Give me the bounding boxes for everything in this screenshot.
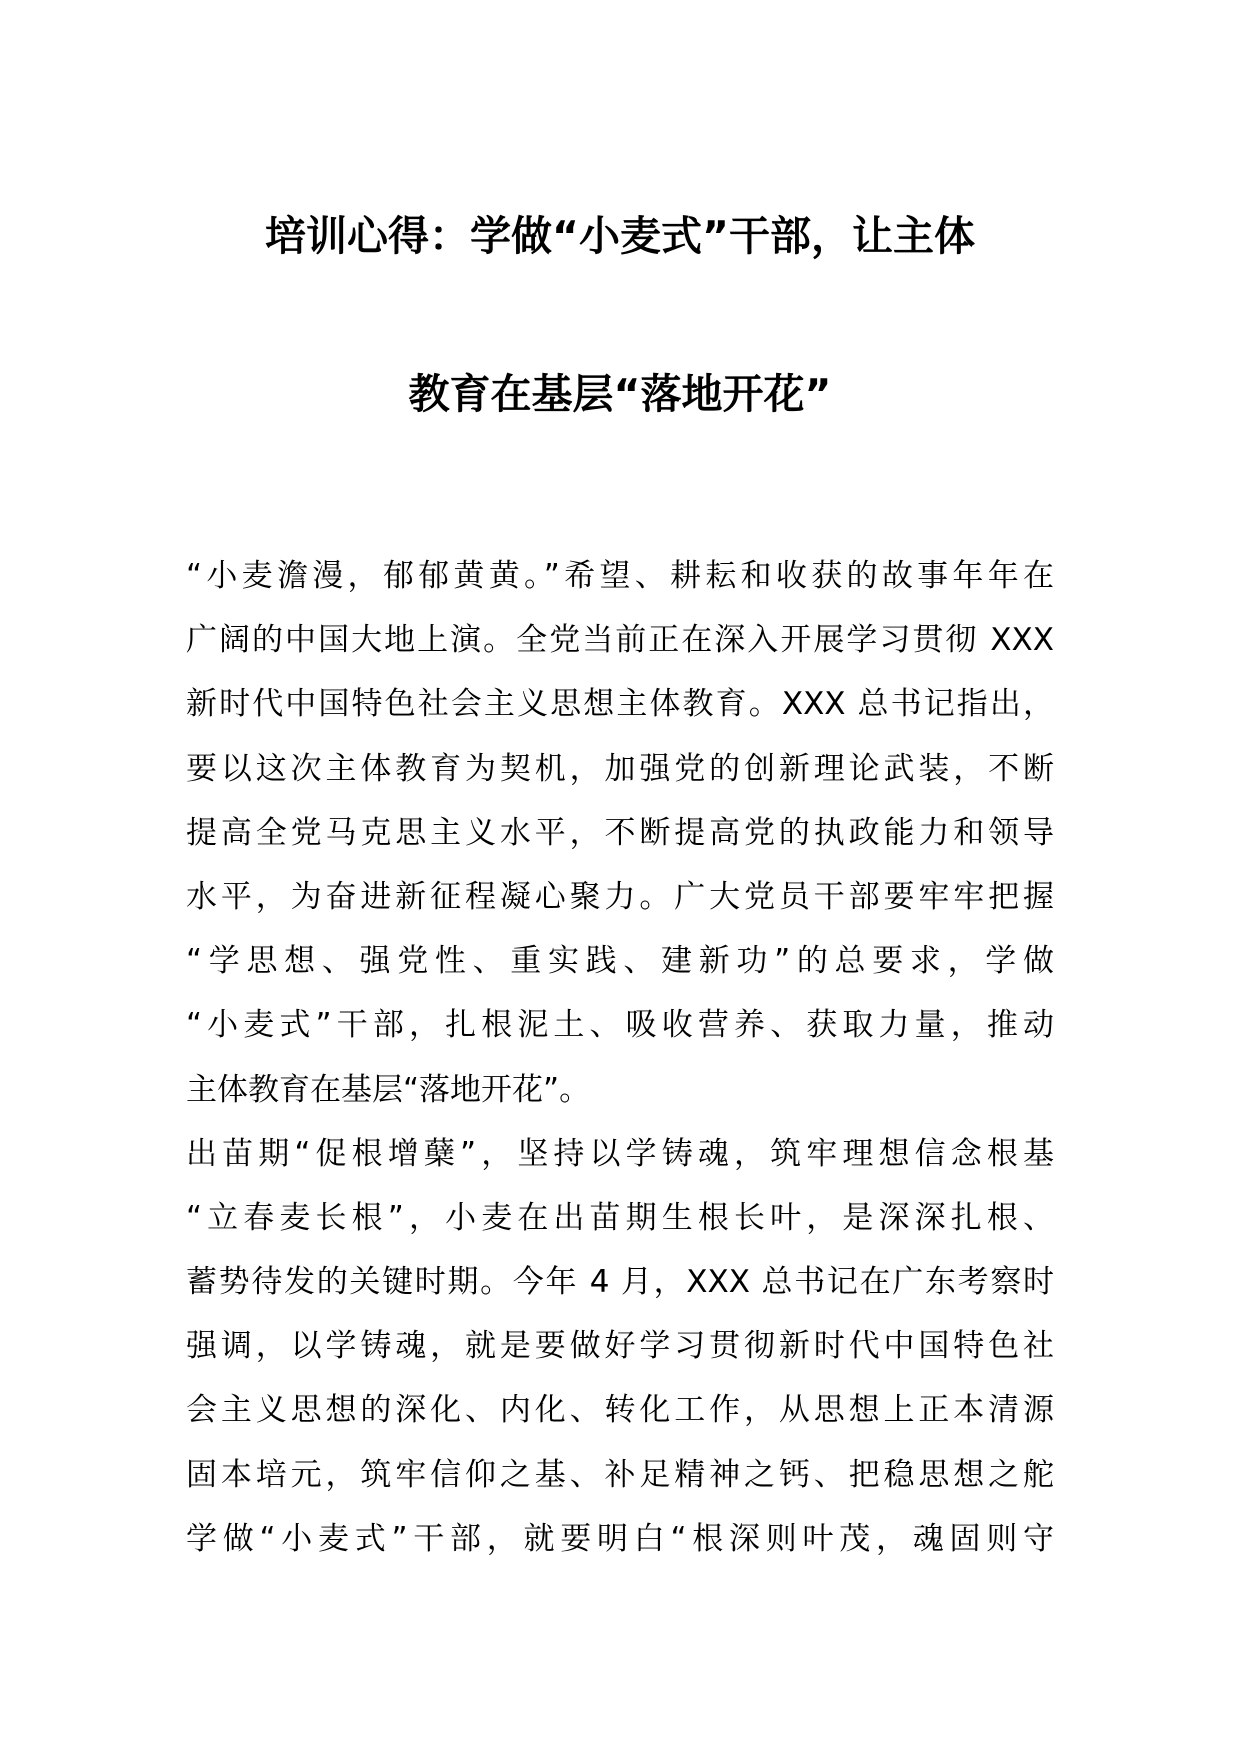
- body-line: “学思想、强党性、重实践、建新功”的总要求，学做: [186, 943, 1054, 980]
- body-line: 蓄势待发的关键时期。今年 4 月，XXX 总书记在广东考察时: [186, 1264, 1054, 1301]
- document-body: [186, 544, 1054, 1571]
- body-line: 要以这次主体教育为契机，加强党的创新理论武装，不断: [186, 750, 1054, 787]
- body-line: 水平，为奋进新征程凝心聚力。广大党员干部要牢牢把握: [186, 878, 1054, 915]
- document-title-line-1: 培训心得：学做“小麦式”干部，让主体: [265, 212, 975, 260]
- body-line: 会主义思想的深化、内化、转化工作，从思想上正本清源: [186, 1392, 1054, 1429]
- body-line: 强调，以学铸魂，就是要做好学习贯彻新时代中国特色社: [186, 1328, 1054, 1365]
- body-line: “小麦式”干部，扎根泥土、吸收营养、获取力量，推动: [186, 1007, 1054, 1044]
- body-line: 广阔的中国大地上演。全党当前正在深入开展学习贯彻 XXX: [186, 622, 1054, 659]
- body-line: 固本培元，筑牢信仰之基、补足精神之钙、把稳思想之舵: [186, 1456, 1054, 1493]
- body-line: 新时代中国特色社会主义思想主体教育。XXX 总书记指出，: [186, 686, 1054, 723]
- document-title-line-2: 教育在基层“落地开花”: [408, 370, 832, 418]
- body-line: “立春麦长根”，小麦在出苗期生根长叶，是深深扎根、: [186, 1199, 1054, 1236]
- body-line: 学做“小麦式”干部，就要明白“根深则叶茂，魂固则守: [186, 1520, 1054, 1557]
- body-line: 出苗期“促根增蘖”，坚持以学铸魂，筑牢理想信念根基: [186, 1135, 1054, 1172]
- body-line: 提高全党马克思主义水平，不断提高党的执政能力和领导: [186, 814, 1054, 851]
- body-line: “小麦澹漫，郁郁黄黄。”希望、耕耘和收获的故事年年在: [186, 558, 1054, 594]
- body-line: 主体教育在基层“落地开花”。: [186, 1071, 591, 1108]
